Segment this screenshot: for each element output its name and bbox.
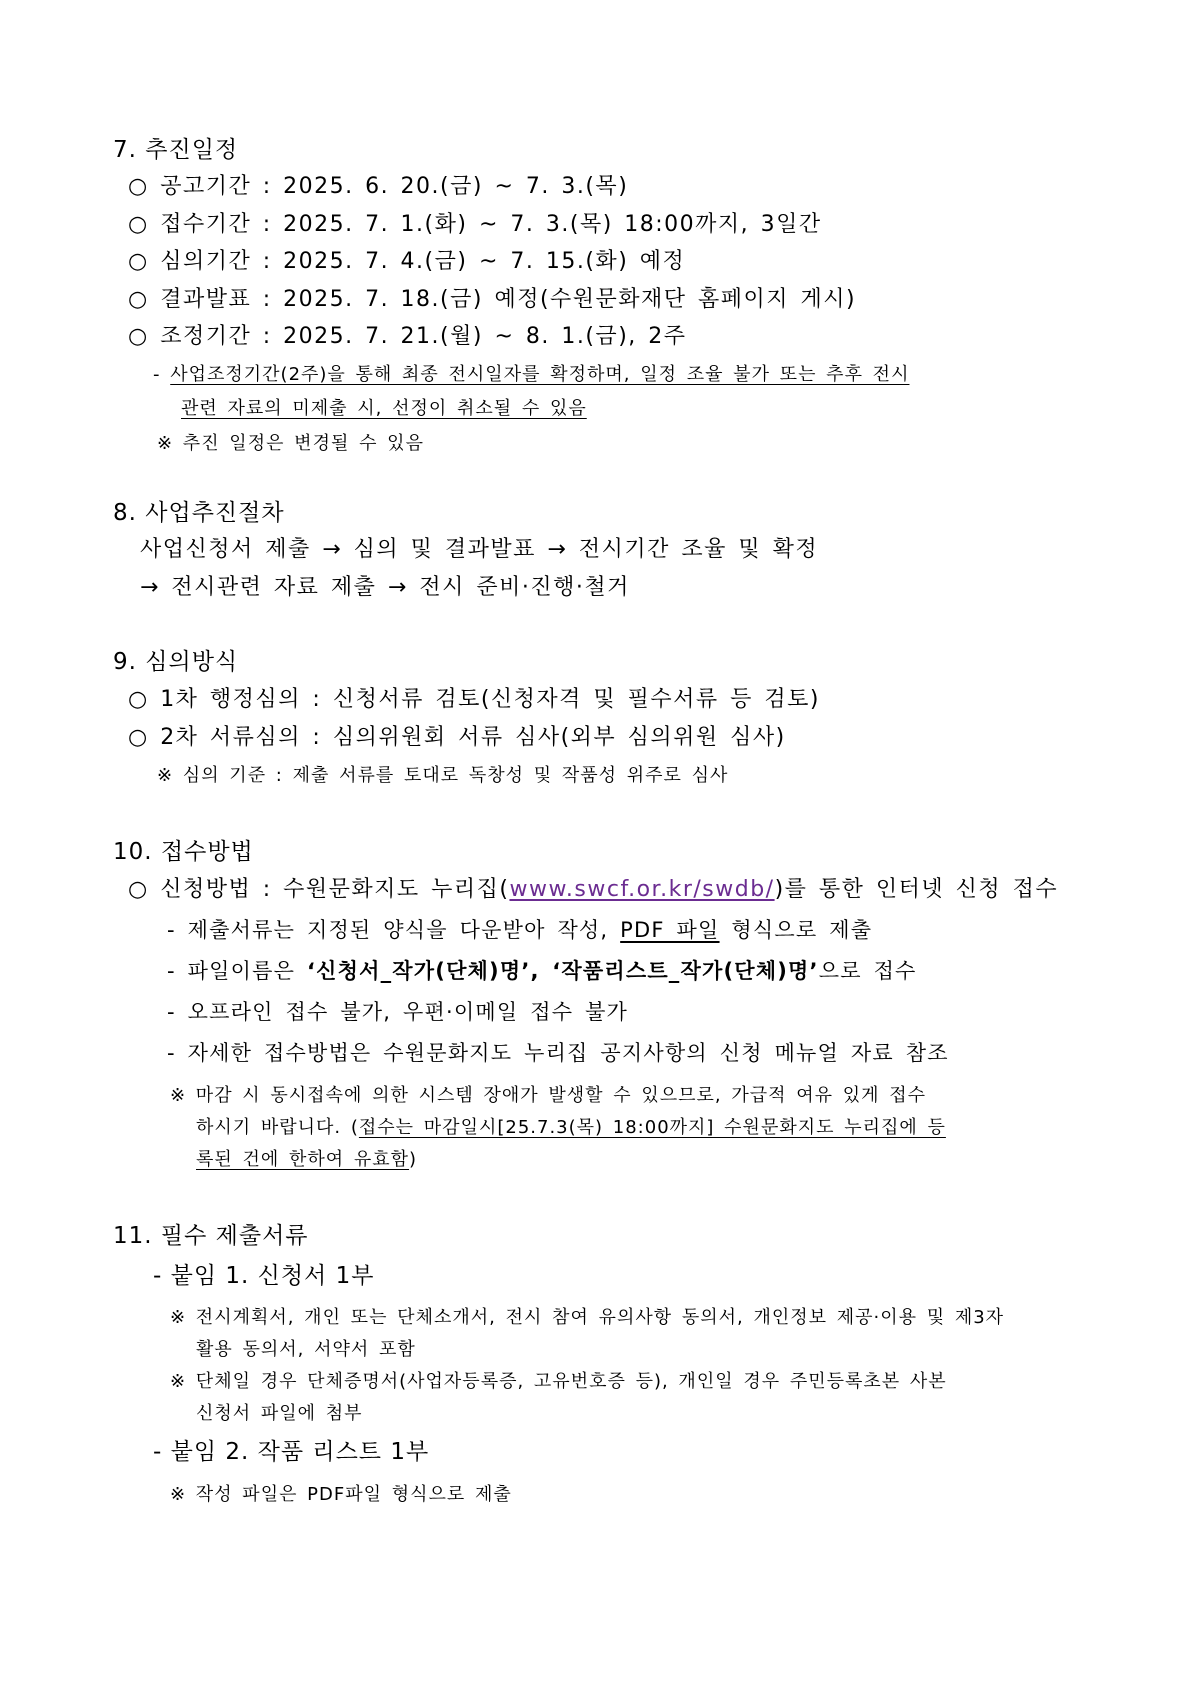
schedule-announcement: ○ 공고기간 : 2025. 6. 20.(금) ~ 7. 3.(목) xyxy=(128,174,629,199)
attachment-1-note-2-line-2: 신청서 파일에 첨부 xyxy=(196,1403,363,1424)
file-naming-item xyxy=(167,958,917,984)
adjustment-detail-line-1 xyxy=(153,364,909,387)
schedule-submission: ○ 접수기간 : 2025. 7. 1.(화) ~ 7. 3.(목) 18:00까지, 3일간 xyxy=(128,212,822,237)
pdf-file-emphasis: PDF 파일 xyxy=(620,918,720,942)
deadline-note-line-2 xyxy=(196,1117,946,1140)
file-naming-text: - 파일이름은 xyxy=(167,959,307,983)
attachment-1-note-1-line-1: ※ 전시계획서, 개인 또는 단체소개서, 전시 참여 유의사항 동의서, 개인정보 제공·이용 및 제3자 xyxy=(170,1307,1005,1328)
review-criteria-note: ※ 심의 기준 : 제출 서류를 토대로 독창성 및 작품성 위주로 심사 xyxy=(157,765,729,786)
offline-not-accepted-item: - 오프라인 접수 불가, 우편·이메일 접수 불가 xyxy=(167,1000,629,1024)
section-11-heading: 11. 필수 제출서류 xyxy=(113,1223,309,1249)
attachment-2-note: ※ 작성 파일은 PDF파일 형식으로 제출 xyxy=(170,1484,512,1505)
attachment-2: - 붙임 2. 작품 리스트 1부 xyxy=(153,1439,430,1465)
deadline-note-close: ) xyxy=(409,1149,418,1170)
application-method xyxy=(128,876,1058,904)
deadline-note-emphasis-cont: 록된 건에 한하여 유효함 xyxy=(196,1149,410,1170)
adjustment-detail-line-2: 관련 자료의 미제출 시, 선정이 취소될 수 있음 xyxy=(181,398,587,419)
deadline-note-text: 하시기 바랍니다. ( xyxy=(196,1117,359,1138)
application-method-suffix: )를 통한 인터넷 신청 접수 xyxy=(774,877,1059,902)
schedule-note: ※ 추진 일정은 변경될 수 있음 xyxy=(157,433,424,454)
schedule-result: ○ 결과발표 : 2025. 7. 18.(금) 예정(수원문화재단 홈페이지 게시) xyxy=(128,287,857,312)
schedule-review: ○ 심의기간 : 2025. 7. 4.(금) ~ 7. 15.(화) 예정 xyxy=(128,249,686,274)
section-7-heading: 7. 추진일정 xyxy=(113,137,239,163)
attachment-1: - 붙임 1. 신청서 1부 xyxy=(153,1263,375,1289)
dash-marker: - xyxy=(153,364,171,385)
section-10-heading: 10. 접수방법 xyxy=(113,839,254,865)
deadline-note-line-1: ※ 마감 시 동시접속에 의한 시스템 장애가 발생할 수 있으므로, 가급적 여유 있게 접수 xyxy=(170,1085,926,1106)
adjustment-detail-text: 사업조정기간(2주)을 통해 최종 전시일자를 확정하며, 일정 조율 불가 또는 추후 전시 xyxy=(170,364,910,385)
file-naming-suffix: 으로 접수 xyxy=(818,959,917,983)
submission-format-text: - 제출서류는 지정된 양식을 다운받아 작성, xyxy=(167,918,621,942)
submission-format-item xyxy=(167,917,872,943)
review-stage-2: ○ 2차 서류심의 : 심의위원회 서류 심사(외부 심의위원 심사) xyxy=(128,725,786,750)
attachment-1-note-1-line-2: 활용 동의서, 서약서 포함 xyxy=(196,1339,416,1360)
section-9-heading: 9. 심의방식 xyxy=(113,649,239,675)
deadline-note-emphasis: 접수는 마감일시[25.7.3(목) 18:00까지] 수원문화지도 누리집에 등 xyxy=(358,1117,946,1138)
application-method-text: ○ 신청방법 : 수원문화지도 누리집( xyxy=(128,877,510,902)
deadline-note-line-3 xyxy=(196,1149,417,1172)
manual-reference-item: - 자세한 접수방법은 수원문화지도 누리집 공지사항의 신청 메뉴얼 자료 참조 xyxy=(167,1041,949,1065)
procedure-line-2: → 전시관련 자료 제출 → 전시 준비·진행·철거 xyxy=(140,575,630,600)
nurijip-link[interactable]: www.swcf.or.kr/swdb/ xyxy=(509,877,775,902)
schedule-adjustment: ○ 조정기간 : 2025. 7. 21.(월) ~ 8. 1.(금), 2주 xyxy=(128,324,687,349)
procedure-line-1: 사업신청서 제출 → 심의 및 결과발표 → 전시기간 조율 및 확정 xyxy=(140,537,819,562)
review-stage-1: ○ 1차 행정심의 : 신청서류 검토(신청자격 및 필수서류 등 검토) xyxy=(128,687,821,712)
submission-format-suffix: 형식으로 제출 xyxy=(719,918,873,942)
attachment-1-note-2-line-1: ※ 단체일 경우 단체증명서(사업자등록증, 고유번호증 등), 개인일 경우 주민등록초본 사본 xyxy=(170,1371,947,1392)
section-8-heading: 8. 사업추진절차 xyxy=(113,500,285,526)
file-naming-emphasis: ‘신청서_작가(단체)명’, ‘작품리스트_작가(단체)명’ xyxy=(306,959,819,983)
